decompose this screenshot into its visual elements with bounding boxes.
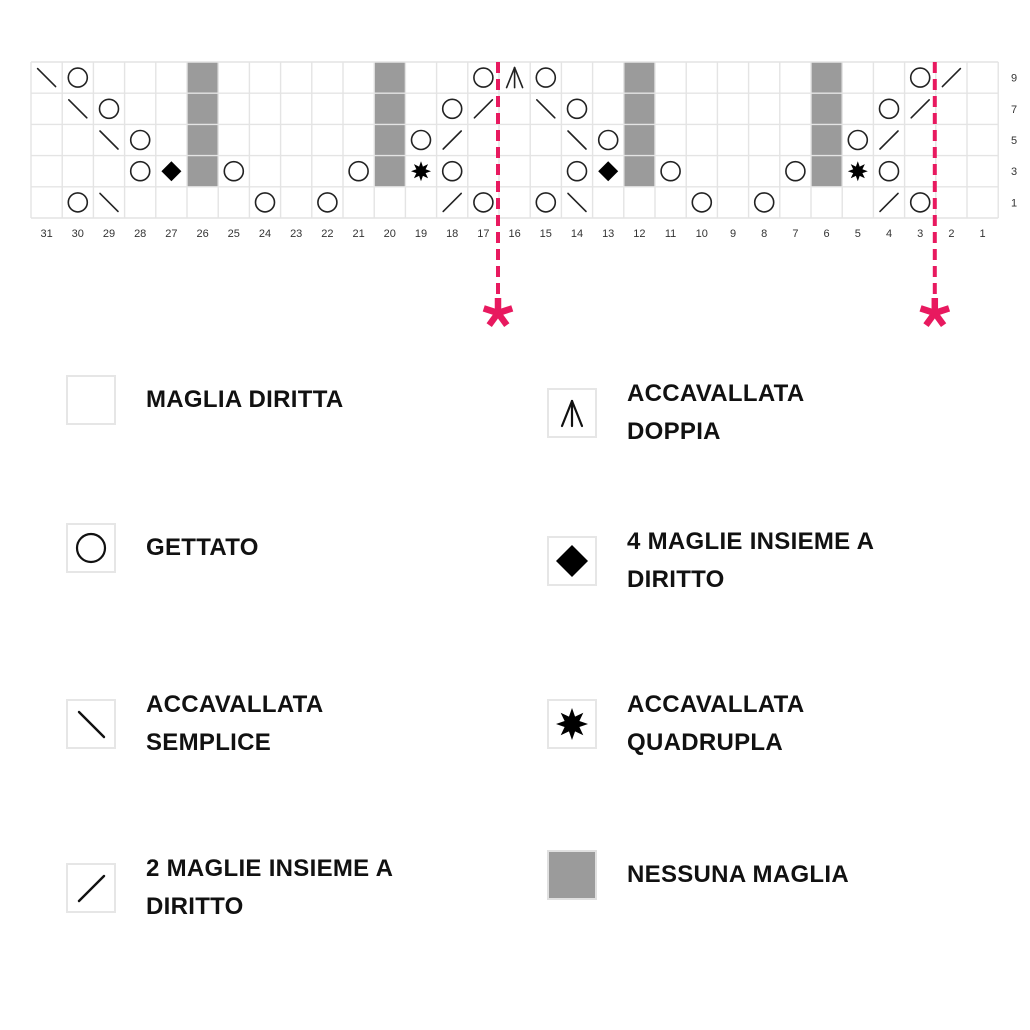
chart-cell bbox=[499, 124, 530, 155]
column-number: 5 bbox=[854, 228, 861, 240]
chart-cell bbox=[593, 62, 624, 93]
chart-cell bbox=[249, 124, 280, 155]
diamond-icon bbox=[547, 536, 597, 586]
chart-cell bbox=[343, 93, 374, 124]
chart-cell bbox=[343, 156, 374, 187]
chart-cell bbox=[405, 187, 436, 218]
column-number: 19 bbox=[414, 228, 428, 240]
chart-cell bbox=[561, 93, 592, 124]
chart-cell bbox=[686, 93, 717, 124]
chart-cell bbox=[593, 187, 624, 218]
chart-cell bbox=[967, 62, 998, 93]
column-number: 2 bbox=[948, 228, 955, 240]
column-number: 21 bbox=[352, 228, 365, 240]
chart-cell bbox=[343, 124, 374, 155]
no-stitch-cell bbox=[811, 62, 842, 93]
chart-cell bbox=[156, 187, 187, 218]
chart-cell bbox=[281, 156, 312, 187]
chart-cell bbox=[811, 187, 842, 218]
chart-cell bbox=[499, 93, 530, 124]
legend-label: NESSUNA MAGLIA bbox=[627, 861, 849, 888]
chart-cell bbox=[156, 93, 187, 124]
no-stitch-cell bbox=[374, 156, 405, 187]
chart-cell bbox=[905, 156, 936, 187]
column-number: 12 bbox=[633, 228, 646, 240]
no-stitch-grey-icon bbox=[547, 850, 597, 900]
legend-label: 2 MAGLIE INSIEME A DIRITTO bbox=[146, 855, 394, 920]
chart-cell bbox=[561, 62, 592, 93]
column-number: 11 bbox=[664, 228, 677, 240]
no-stitch-cell bbox=[811, 124, 842, 155]
row-number: 7 bbox=[1010, 103, 1018, 116]
no-stitch-cell bbox=[624, 93, 655, 124]
chart-cell bbox=[62, 156, 93, 187]
column-number: 31 bbox=[40, 228, 53, 240]
legend-item-cdd bbox=[547, 375, 805, 451]
knitting-chart-grid bbox=[0, 0, 1030, 340]
chart-cell bbox=[249, 156, 280, 187]
no-stitch-cell bbox=[187, 156, 218, 187]
legend-label: 4 MAGLIE INSIEME A DIRITTO bbox=[627, 528, 875, 593]
chart-cell bbox=[655, 156, 686, 187]
chart-cell bbox=[624, 187, 655, 218]
chart-cell bbox=[873, 62, 904, 93]
chart-cell bbox=[499, 187, 530, 218]
chart-cell bbox=[156, 62, 187, 93]
chart-cell bbox=[125, 156, 156, 187]
chart-cell bbox=[873, 93, 904, 124]
column-number: 24 bbox=[258, 228, 272, 240]
star-burst-icon bbox=[547, 699, 597, 749]
chart-cell bbox=[530, 62, 561, 93]
chart-cell bbox=[281, 124, 312, 155]
chart-cell bbox=[967, 124, 998, 155]
chart-cell bbox=[905, 124, 936, 155]
chart-cell bbox=[717, 187, 748, 218]
chart-cell bbox=[686, 156, 717, 187]
chart-cell bbox=[873, 156, 904, 187]
legend-item-k2tog bbox=[66, 850, 393, 926]
star-burst-icon bbox=[411, 161, 431, 181]
knitting-chart bbox=[0, 0, 1030, 340]
chart-cell bbox=[686, 62, 717, 93]
chart-cell bbox=[405, 62, 436, 93]
chart-cell bbox=[187, 187, 218, 218]
asterisk-icon bbox=[921, 298, 950, 325]
column-number: 16 bbox=[508, 228, 521, 240]
legend-label: ACCAVALLATA QUADRUPLA bbox=[627, 691, 805, 756]
chart-cell bbox=[655, 62, 686, 93]
chart-cell bbox=[249, 93, 280, 124]
no-stitch-cell bbox=[624, 62, 655, 93]
chart-cell bbox=[468, 124, 499, 155]
legend-label: MAGLIA DIRITTA bbox=[146, 386, 344, 413]
yarn-over-circle-icon bbox=[66, 523, 116, 573]
no-stitch-cell bbox=[187, 93, 218, 124]
chart-cell bbox=[717, 156, 748, 187]
chart-cell bbox=[218, 187, 249, 218]
chart-cell bbox=[405, 124, 436, 155]
chart-cell bbox=[749, 62, 780, 93]
chart-cell bbox=[530, 124, 561, 155]
column-number: 8 bbox=[761, 228, 768, 240]
chart-cell bbox=[936, 124, 967, 155]
chart-cell bbox=[249, 187, 280, 218]
chart-cell bbox=[62, 62, 93, 93]
chart-cell bbox=[561, 156, 592, 187]
chart-cell bbox=[312, 187, 343, 218]
chart-cell bbox=[437, 93, 468, 124]
chart-cell bbox=[218, 156, 249, 187]
chart-cell bbox=[281, 62, 312, 93]
chart-cell bbox=[749, 124, 780, 155]
chart-cell bbox=[125, 93, 156, 124]
chart-cell bbox=[125, 124, 156, 155]
chart-cell bbox=[312, 93, 343, 124]
no-stitch-cell bbox=[374, 124, 405, 155]
column-number: 25 bbox=[227, 228, 240, 240]
legend-label: ACCAVALLATA SEMPLICE bbox=[146, 691, 324, 756]
chart-cell bbox=[717, 93, 748, 124]
chart-cell bbox=[437, 156, 468, 187]
chart-cell bbox=[343, 187, 374, 218]
no-stitch-cell bbox=[374, 93, 405, 124]
row-number: 9 bbox=[1010, 72, 1018, 85]
asterisk-icon bbox=[484, 298, 513, 325]
chart-cell bbox=[842, 187, 873, 218]
chart-cell bbox=[31, 93, 62, 124]
chart-cell bbox=[593, 93, 624, 124]
chart-cell bbox=[312, 124, 343, 155]
backslash-decrease-icon bbox=[66, 699, 116, 749]
chart-cell bbox=[374, 187, 405, 218]
chart-cell bbox=[218, 62, 249, 93]
chart-cell bbox=[655, 187, 686, 218]
column-number: 17 bbox=[477, 228, 490, 240]
column-number: 26 bbox=[196, 228, 209, 240]
legend-label: GETTATO bbox=[146, 534, 259, 561]
chart-cell bbox=[936, 156, 967, 187]
chart-cell bbox=[593, 124, 624, 155]
legend-item-yarn-over bbox=[66, 523, 259, 573]
chart-cell bbox=[749, 156, 780, 187]
legend-item-k4tog bbox=[547, 523, 874, 599]
column-number: 6 bbox=[823, 228, 830, 240]
chart-cell bbox=[967, 156, 998, 187]
column-number: 13 bbox=[602, 228, 615, 240]
chart-cell bbox=[780, 124, 811, 155]
row-number: 5 bbox=[1010, 135, 1018, 147]
chart-cell bbox=[468, 187, 499, 218]
chart-cell bbox=[343, 62, 374, 93]
column-number: 3 bbox=[917, 228, 924, 240]
chart-cell bbox=[156, 124, 187, 155]
chart-cell bbox=[749, 93, 780, 124]
column-number: 7 bbox=[792, 228, 799, 240]
chart-cell bbox=[967, 93, 998, 124]
legend-item-s4 bbox=[547, 686, 805, 762]
chart-cell bbox=[780, 187, 811, 218]
chart-cell bbox=[936, 187, 967, 218]
column-number: 15 bbox=[539, 228, 552, 240]
no-stitch-cell bbox=[811, 93, 842, 124]
chart-cell bbox=[936, 93, 967, 124]
chart-cell bbox=[717, 62, 748, 93]
chart-cell bbox=[499, 156, 530, 187]
chart-cell bbox=[686, 124, 717, 155]
chart-cell bbox=[780, 156, 811, 187]
column-number: 20 bbox=[383, 228, 396, 240]
chart-cell bbox=[93, 62, 124, 93]
chart-cell bbox=[749, 187, 780, 218]
no-stitch-cell bbox=[811, 156, 842, 187]
column-number: 23 bbox=[290, 228, 303, 240]
no-stitch-cell bbox=[187, 62, 218, 93]
chart-cell bbox=[93, 156, 124, 187]
column-number: 28 bbox=[134, 228, 147, 240]
chart-cell bbox=[905, 62, 936, 93]
column-number: 10 bbox=[695, 228, 708, 240]
chart-cell bbox=[530, 187, 561, 218]
no-stitch-cell bbox=[624, 124, 655, 155]
chart-cell bbox=[125, 187, 156, 218]
chart-cell bbox=[842, 62, 873, 93]
chart-cell bbox=[967, 187, 998, 218]
chart-cell bbox=[686, 187, 717, 218]
knit-stitch-icon bbox=[66, 375, 116, 425]
column-number: 1 bbox=[979, 228, 986, 240]
chart-cell bbox=[530, 156, 561, 187]
chart-cell bbox=[842, 93, 873, 124]
column-number: 9 bbox=[729, 228, 737, 240]
no-stitch-cell bbox=[187, 124, 218, 155]
legend-item-ssk bbox=[66, 686, 324, 762]
chart-cell bbox=[93, 93, 124, 124]
chart-cell bbox=[31, 156, 62, 187]
chart-cell bbox=[780, 62, 811, 93]
star-burst-icon bbox=[848, 161, 868, 181]
chart-cell bbox=[249, 62, 280, 93]
chart-cell bbox=[218, 124, 249, 155]
chart-cell bbox=[281, 187, 312, 218]
chart-cell bbox=[62, 187, 93, 218]
no-stitch-cell bbox=[374, 62, 405, 93]
chart-cell bbox=[842, 124, 873, 155]
column-number: 4 bbox=[885, 228, 893, 240]
row-number: 1 bbox=[1010, 197, 1018, 210]
chart-cell bbox=[281, 93, 312, 124]
column-number: 27 bbox=[165, 228, 178, 240]
chart-cell bbox=[468, 156, 499, 187]
column-number: 14 bbox=[570, 228, 584, 240]
chart-cell bbox=[655, 124, 686, 155]
column-number: 22 bbox=[321, 228, 334, 240]
column-number: 18 bbox=[446, 228, 459, 240]
chart-cell bbox=[218, 93, 249, 124]
column-number: 29 bbox=[102, 228, 116, 240]
chart-cell bbox=[655, 93, 686, 124]
no-stitch-cell bbox=[624, 156, 655, 187]
chart-cell bbox=[437, 62, 468, 93]
row-number: 3 bbox=[1010, 166, 1018, 179]
legend-item-no-stitch bbox=[547, 850, 849, 900]
chart-cell bbox=[125, 62, 156, 93]
chart-cell bbox=[312, 156, 343, 187]
chart-cell bbox=[780, 93, 811, 124]
chart-cell bbox=[905, 187, 936, 218]
slash-decrease-icon bbox=[66, 863, 116, 913]
chart-cell bbox=[468, 62, 499, 93]
chart-cell bbox=[405, 93, 436, 124]
legend-item-knit bbox=[66, 375, 344, 425]
column-number: 30 bbox=[71, 228, 84, 240]
chart-cell bbox=[312, 62, 343, 93]
chart-cell bbox=[62, 124, 93, 155]
chart-cell bbox=[717, 124, 748, 155]
legend-label: ACCAVALLATA DOPPIA bbox=[627, 380, 805, 445]
chart-cell bbox=[31, 124, 62, 155]
double-decrease-icon bbox=[547, 388, 597, 438]
chart-cell bbox=[31, 187, 62, 218]
